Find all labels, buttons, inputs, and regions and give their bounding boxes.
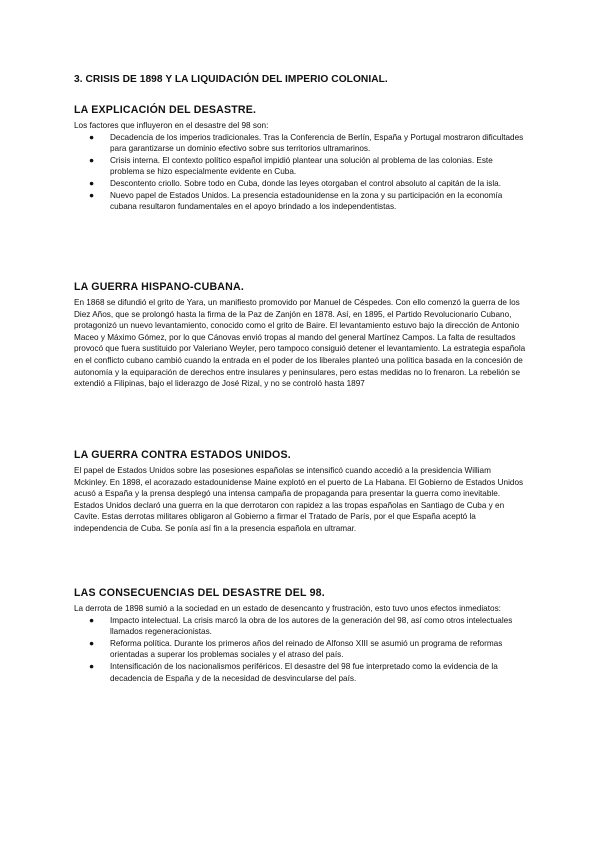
list-item (74, 638, 526, 661)
section-consecuencias-desastre (74, 587, 526, 684)
document-title: 3. CRISIS DE 1898 Y LA LIQUIDACIÓN DEL IMPERIO COLONIAL. (74, 74, 388, 85)
list-item-text: Decadencia de los imperios tradicionales. Tras la Conferencia de Berlín, España y Portugal mostraron dificultades para garantizarse un dominio efectivo sobre sus territorios ultramarinos. (110, 132, 524, 154)
section-heading: LA EXPLICACIÓN DEL DESASTRE. (74, 104, 257, 116)
paragraph: El papel de Estados Unidos sobre las posesiones españolas se intensificó cuando accedió a la presidencia William Mckinley. En 1898, el acorazado estadounidense Maine explotó en el puerto de La Habana. El Gobierno de Estados Unidos acusó a España y la prensa desplegó una intensa campaña de propaganda para presentar la guerra como inevitable. (74, 466, 524, 499)
list-item (74, 178, 526, 190)
bullet-icon: ● (89, 637, 95, 648)
section-intro: Los factores que influyeron en el desastre del 98 son: (74, 121, 269, 130)
list-item (74, 661, 526, 684)
bullet-icon: ● (89, 660, 95, 671)
section-intro: La derrota de 1898 sumió a la sociedad en un estado de desencanto y frustración, esto tuvo unos efectos inmediatos: (74, 604, 501, 613)
section-heading: LAS CONSECUENCIAS DEL DESASTRE DEL 98. (74, 587, 325, 599)
paragraph: En 1868 se difundió el grito de Yara, un manifiesto promovido por Manuel de Céspedes. Con ello comenzó la guerra de los Diez Años, que se prolongó hasta la firma de la Paz de Zanjón en 1878. Así, en 1895, el Partido Revolucionario Cubano, protagonizó un nuevo levantamiento, conocido como el grito de Baire. El levantamiento estuvo bajo la dirección de Antonio Maceo y Máximo Gómez, por lo que Cánovas envió tropas al mando del general Martínez Campos. La falta de resultados provocó que fuera sustituido por Valeriano Weyler, pero tampoco consiguió detener el levantamiento. La estrategia española en el conflicto cubano cambió cuando la entrada en el poder de los liberales planteó una política basada en la concesión de autonomía y la equiparación de derechos entre insulares y peninsulares, pero estas medidas no lo frenaron. La rebelión se extendió a Filipinas, bajo el liderazgo de José Rizal, y no se controló hasta 1897 (74, 298, 526, 389)
list-item-text: Nuevo papel de Estados Unidos. La presencia estadounidense en la zona y su participación en la economía cubana resultaron fundamentales en el apoyo brindado a los independentistas. (110, 190, 503, 212)
bullet-icon: ● (89, 614, 95, 625)
list-item-text: Intensificación de los nacionalismos periféricos. El desastre del 98 fue interpretado como la evidencia de la decadencia de España y de la necesidad de desvincularse del país. (110, 661, 498, 683)
bullet-list (74, 132, 526, 213)
list-item-text: Reforma política. Durante los primeros años del reinado de Alfonso XIII se asumió un programa de reformas orientadas a superar los problemas sociales y el atraso del país. (110, 638, 503, 660)
bullet-list (74, 615, 526, 685)
section-heading: LA GUERRA HISPANO-CUBANA. (74, 281, 244, 293)
list-item (74, 615, 526, 638)
bullet-icon: ● (89, 154, 95, 165)
list-item-text: Crisis interna. El contexto político español impidió plantear una solución al problema de las colonias. Este problema se hizo especialmente evidente en Cuba. (110, 155, 493, 177)
bullet-icon: ● (89, 189, 95, 200)
list-item-text: Impacto intelectual. La crisis marcó la obra de los autores de la generación del 98, así como otros intelectuales llamados regeneracionistas. (110, 615, 513, 637)
paragraph: Estados Unidos declaró una guerra en la que derrotaron con rapidez a las tropas españolas en Santiago de Cuba y en Cavite. Estas derrotas militares obligaron al Gobierno a firmar el Tratado de París, por el que España aceptó la independencia de Cuba. Se ponía así fin a la presencia española en ultramar. (74, 500, 505, 533)
section-guerra-hispano-cubana (74, 281, 526, 390)
list-item (74, 190, 526, 213)
list-item (74, 155, 526, 178)
list-item (74, 132, 526, 155)
section-guerra-estados-unidos (74, 449, 526, 535)
section-heading: LA GUERRA CONTRA ESTADOS UNIDOS. (74, 449, 291, 461)
section-explicacion-desastre (74, 104, 526, 213)
bullet-icon: ● (89, 177, 95, 188)
list-item-text: Descontento criollo. Sobre todo en Cuba, donde las leyes otorgaban el control absoluto al capitán de la isla. (110, 178, 501, 188)
bullet-icon: ● (89, 131, 95, 142)
